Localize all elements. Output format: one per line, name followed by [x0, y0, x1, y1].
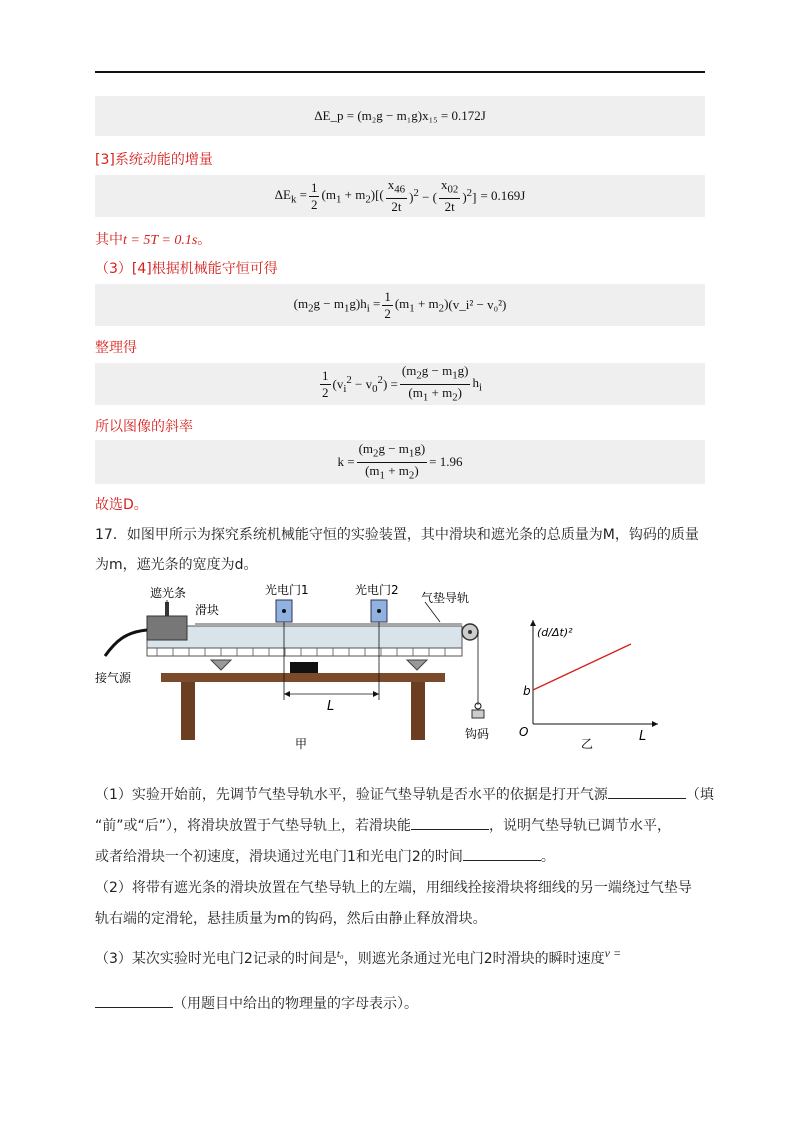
rearr-v: $(v_i^2 - v_0^2)$ =	[332, 373, 398, 395]
hook-weight	[472, 710, 484, 718]
part3-label: （3）[4]根据机械能守恒可得	[95, 261, 278, 277]
air-hose	[105, 630, 147, 656]
ek-minus: )$^2$ − (	[409, 186, 437, 205]
rearr-half: $\frac{1}{2}$	[322, 367, 329, 400]
track-rail	[147, 648, 462, 656]
q3-c: （用题目中给出的物理量的字母表示）。	[173, 996, 418, 1012]
q2-line2: 轨右端的定滑轮，悬挂质量为m的钩码，然后由静止释放滑块。	[95, 911, 487, 927]
p17-intro-line1: 17．如图甲所示为探究系统机械能守恒的实验装置，其中滑块和遮光条的总质量为M，钩码的质量	[95, 527, 699, 543]
equation-rearranged	[95, 363, 705, 405]
rearr-h: $h_i$	[472, 374, 482, 394]
q3-a: （3）某次实验时光电门2记录的时间是	[95, 951, 337, 967]
label-shutter: 遮光条	[150, 586, 187, 600]
slope-k: k =	[337, 454, 355, 469]
q3-b: ，则遮光条通过光电门2时滑块的瞬时速度	[343, 951, 605, 967]
top-rule	[95, 71, 705, 73]
slider-block	[147, 616, 187, 640]
table-leg-left	[181, 682, 195, 740]
cons-rhs: (v_i² − v₀²)	[448, 297, 507, 312]
ek-frac-02: $\frac{x_{02}}{2t}$	[441, 177, 459, 214]
blank-4[interactable]	[95, 995, 173, 1008]
q1-line3	[95, 846, 715, 866]
slope-result: = 1.96	[429, 454, 463, 469]
figure-graph	[515, 612, 665, 752]
q3-line2	[95, 993, 715, 1013]
ek-lhs: $\Delta E_k$ =	[274, 186, 307, 206]
q1-e: 或者给滑块一个初速度，滑块通过光电门1和光电门2的时间	[95, 849, 463, 865]
intercept-label: b	[523, 684, 531, 698]
label-track: 气垫导轨	[421, 591, 470, 605]
y-axis-label: (d/Δt)²	[537, 626, 573, 639]
leveling-block	[290, 662, 318, 673]
where-suffix: 。	[197, 232, 212, 248]
equation-slope	[95, 440, 705, 484]
equation-conservation	[95, 284, 705, 326]
label-weight: 钩码	[465, 727, 490, 741]
cons-lhs: $(m_2g - m_1g)h_i$ =	[293, 295, 381, 315]
q2-line1: （2）将带有遮光条的滑块放置在气垫导轨上的左端，用细线拴接滑块将细线的另一端绕过气垫导	[95, 880, 692, 896]
equation-delta-ep	[95, 96, 705, 136]
label-slider: 滑块	[195, 603, 220, 617]
blank-3[interactable]	[463, 848, 541, 861]
ek-result: = 0.169J	[480, 188, 526, 203]
equation-delta-ep-text: ΔE_p = (m₂g − m₁g)x₁₅ = 0.172J	[314, 108, 486, 123]
slope-frac: $\frac{(m_2g - m_1g)}{(m_1 + m_2)}$	[358, 440, 426, 482]
caption-b: 乙	[581, 737, 594, 751]
label-gate2: 光电门2	[355, 583, 399, 597]
label-L: L	[327, 699, 335, 714]
blank-2[interactable]	[411, 817, 489, 830]
label-air-source: 接气源	[95, 671, 132, 685]
q1-a: （1）实验开始前，先调节气垫导轨水平，验证气垫导轨是否水平的依据是打开气源	[95, 787, 608, 803]
label-gate1: 光电门1	[265, 583, 309, 597]
step3-label: [3]系统动能的增量	[95, 152, 213, 168]
shutter-strip	[165, 602, 169, 616]
q1-line2	[95, 815, 715, 835]
data-line	[533, 644, 631, 690]
rearrange-label: 整理得	[95, 340, 137, 356]
q1-d: ，说明气垫导轨已调节水平，	[489, 818, 672, 834]
table-leg-right	[411, 682, 425, 740]
where-expr: t = 5T = 0.1s	[123, 233, 198, 248]
equation-delta-ek	[95, 175, 705, 217]
q3-v: v =	[604, 946, 622, 960]
q3-line1	[95, 946, 715, 968]
caption-a: 甲	[295, 737, 308, 750]
where-line	[95, 229, 211, 249]
q1-b: （填	[685, 787, 714, 803]
slope-label: 所以图像的斜率	[95, 419, 193, 435]
q1-line1	[95, 784, 715, 804]
blank-1[interactable]	[608, 786, 686, 799]
p17-intro-line2: 为m，遮光条的宽度为d。	[95, 557, 258, 573]
cons-half: $\frac{1}{2}$	[384, 288, 391, 321]
ek-half: $\frac{1}{2}$	[310, 179, 318, 212]
air-track	[147, 626, 462, 648]
where-prefix: 其中	[95, 232, 123, 248]
q1-f: 。	[540, 849, 555, 865]
cons-masses: $(m_1 + m_2)$	[394, 295, 449, 315]
figure-apparatus	[95, 580, 505, 750]
x-axis-label: L	[639, 729, 647, 744]
origin-label: O	[519, 725, 529, 739]
ek-masses: $(m_1 + m_2)$[(	[321, 186, 384, 206]
q1-c: “前”或“后”），将滑块放置于气垫导轨上，若滑块能	[95, 818, 412, 834]
rearr-frac: $\frac{(m_2g - m_1g)}{(m_1 + m_2)}$	[401, 362, 469, 404]
q3-t0: t₀	[336, 948, 344, 960]
answer: 故选D。	[95, 497, 148, 513]
ek-close: )$^2$]	[462, 186, 477, 205]
ek-frac-46: $\frac{x_{46}}{2t}$	[387, 177, 406, 214]
table-top	[161, 673, 445, 682]
